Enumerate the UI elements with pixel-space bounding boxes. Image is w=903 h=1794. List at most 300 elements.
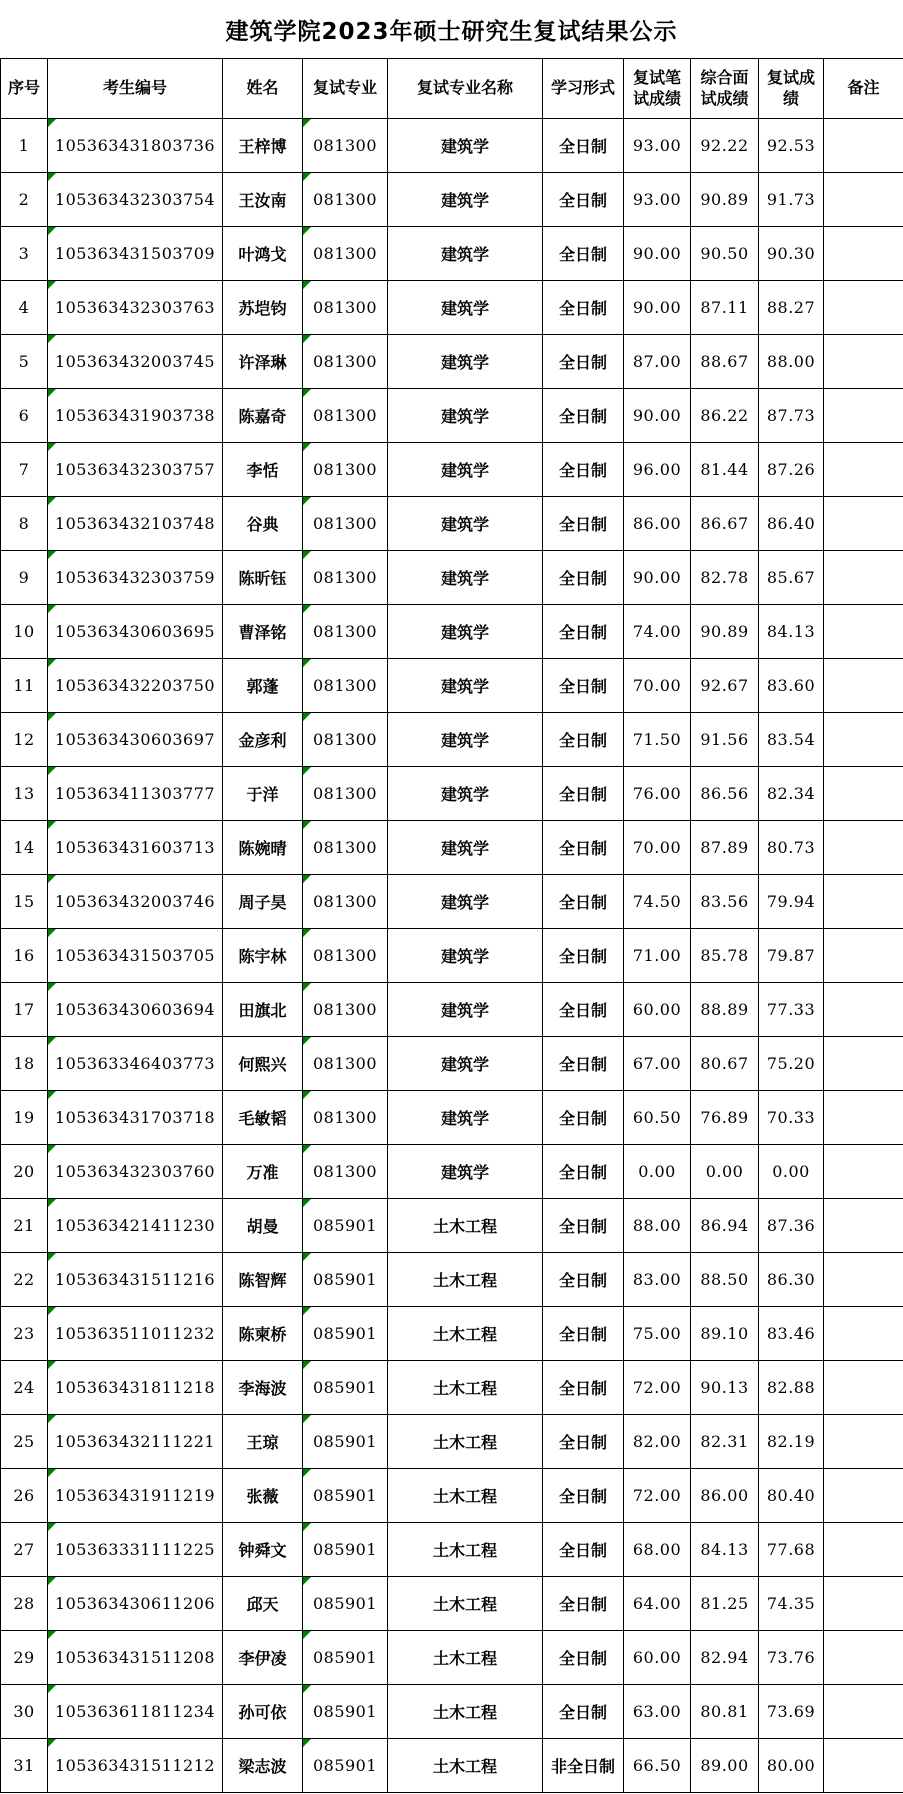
cell-remark [824,1361,903,1415]
table-row [1,497,903,551]
col-header-index: 序号 [1,59,48,119]
cell-study-mode: 全日制 [543,1199,624,1253]
cell-study-mode: 全日制 [543,1685,624,1739]
cell-written-score: 83.00 [624,1253,691,1307]
cell-remark [824,713,903,767]
cell-candidate-no: 105363421411230 [48,1199,223,1253]
cell-study-mode: 全日制 [543,551,624,605]
cell-study-mode: 全日制 [543,659,624,713]
cell-candidate-no: 105363432003746 [48,875,223,929]
cell-interview-score: 86.22 [691,389,759,443]
table-row [1,713,903,767]
cell-written-score: 75.00 [624,1307,691,1361]
cell-index: 6 [1,389,48,443]
cell-index: 19 [1,1091,48,1145]
cell-written-score: 93.00 [624,173,691,227]
cell-remark [824,1685,903,1739]
cell-candidate-no: 105363430603695 [48,605,223,659]
cell-index: 30 [1,1685,48,1739]
cell-candidate-no: 105363432303757 [48,443,223,497]
cell-interview-score: 80.67 [691,1037,759,1091]
cell-written-score: 87.00 [624,335,691,389]
cell-index: 2 [1,173,48,227]
col-header-written-score: 复试笔试成绩 [624,59,691,119]
cell-remark [824,1037,903,1091]
cell-interview-score: 91.56 [691,713,759,767]
cell-written-score: 60.00 [624,1631,691,1685]
cell-final-score: 83.54 [759,713,824,767]
cell-index: 10 [1,605,48,659]
cell-major-code: 081300 [303,1037,388,1091]
cell-remark [824,1415,903,1469]
cell-index: 15 [1,875,48,929]
cell-major-code: 081300 [303,821,388,875]
cell-interview-score: 82.78 [691,551,759,605]
col-header-candidate-no: 考生编号 [48,59,223,119]
cell-interview-score: 89.00 [691,1739,759,1793]
cell-index: 31 [1,1739,48,1793]
cell-remark [824,1253,903,1307]
cell-remark [824,1199,903,1253]
cell-major-name: 土木工程 [388,1739,543,1793]
cell-index: 21 [1,1199,48,1253]
table-row [1,1523,903,1577]
table-row [1,1037,903,1091]
cell-major-name: 土木工程 [388,1685,543,1739]
cell-interview-score: 92.67 [691,659,759,713]
cell-study-mode: 全日制 [543,605,624,659]
cell-name: 陈柬桥 [223,1307,303,1361]
cell-name: 陈婉晴 [223,821,303,875]
cell-written-score: 86.00 [624,497,691,551]
cell-major-code: 081300 [303,443,388,497]
table-row [1,173,903,227]
cell-major-name: 土木工程 [388,1361,543,1415]
cell-name: 梁志波 [223,1739,303,1793]
cell-index: 11 [1,659,48,713]
cell-final-score: 77.68 [759,1523,824,1577]
cell-major-name: 建筑学 [388,443,543,497]
cell-major-code: 085901 [303,1685,388,1739]
cell-written-score: 88.00 [624,1199,691,1253]
cell-final-score: 73.69 [759,1685,824,1739]
cell-name: 陈宇林 [223,929,303,983]
cell-written-score: 64.00 [624,1577,691,1631]
cell-name: 毛敏韬 [223,1091,303,1145]
cell-major-code: 081300 [303,389,388,443]
cell-study-mode: 全日制 [543,173,624,227]
cell-major-name: 建筑学 [388,659,543,713]
table-row [1,929,903,983]
page-title: 建筑学院2023年硕士研究生复试结果公示 [225,18,678,45]
cell-interview-score: 82.94 [691,1631,759,1685]
cell-written-score: 0.00 [624,1145,691,1199]
cell-name: 王梓博 [223,119,303,173]
cell-remark [824,551,903,605]
table-row [1,1577,903,1631]
cell-final-score: 86.30 [759,1253,824,1307]
table-row [1,767,903,821]
cell-major-code: 081300 [303,173,388,227]
cell-final-score: 86.40 [759,497,824,551]
table-row [1,1253,903,1307]
cell-name: 许泽琳 [223,335,303,389]
cell-interview-score: 92.22 [691,119,759,173]
cell-candidate-no: 105363331111225 [48,1523,223,1577]
cell-index: 27 [1,1523,48,1577]
table-row [1,659,903,713]
cell-written-score: 90.00 [624,551,691,605]
cell-name: 陈昕钰 [223,551,303,605]
table-row [1,551,903,605]
cell-candidate-no: 105363431803736 [48,119,223,173]
cell-index: 23 [1,1307,48,1361]
cell-final-score: 0.00 [759,1145,824,1199]
cell-study-mode: 全日制 [543,875,624,929]
cell-major-name: 建筑学 [388,713,543,767]
cell-name: 张薇 [223,1469,303,1523]
cell-index: 29 [1,1631,48,1685]
cell-study-mode: 全日制 [543,443,624,497]
cell-interview-score: 81.44 [691,443,759,497]
table-row [1,983,903,1037]
cell-major-name: 建筑学 [388,227,543,281]
cell-interview-score: 88.50 [691,1253,759,1307]
cell-study-mode: 全日制 [543,497,624,551]
cell-major-code: 081300 [303,1145,388,1199]
cell-index: 28 [1,1577,48,1631]
cell-remark [824,1469,903,1523]
cell-major-name: 土木工程 [388,1253,543,1307]
cell-name: 陈嘉奇 [223,389,303,443]
cell-final-score: 88.00 [759,335,824,389]
cell-interview-score: 86.67 [691,497,759,551]
cell-remark [824,1739,903,1793]
cell-study-mode: 全日制 [543,1037,624,1091]
cell-major-code: 081300 [303,659,388,713]
cell-final-score: 73.76 [759,1631,824,1685]
cell-study-mode: 全日制 [543,335,624,389]
cell-index: 9 [1,551,48,605]
cell-major-code: 081300 [303,605,388,659]
cell-major-name: 建筑学 [388,1145,543,1199]
cell-written-score: 93.00 [624,119,691,173]
cell-name: 万准 [223,1145,303,1199]
cell-interview-score: 83.56 [691,875,759,929]
table-row [1,821,903,875]
cell-major-name: 建筑学 [388,767,543,821]
cell-index: 4 [1,281,48,335]
cell-candidate-no: 105363611811234 [48,1685,223,1739]
cell-name: 胡曼 [223,1199,303,1253]
cell-written-score: 90.00 [624,227,691,281]
cell-index: 18 [1,1037,48,1091]
cell-candidate-no: 105363432003745 [48,335,223,389]
cell-final-score: 87.73 [759,389,824,443]
cell-interview-score: 90.89 [691,173,759,227]
cell-written-score: 76.00 [624,767,691,821]
cell-interview-score: 90.13 [691,1361,759,1415]
cell-interview-score: 80.81 [691,1685,759,1739]
cell-candidate-no: 105363431511216 [48,1253,223,1307]
cell-name: 谷典 [223,497,303,551]
cell-study-mode: 全日制 [543,227,624,281]
cell-written-score: 74.00 [624,605,691,659]
header-row [1,59,903,119]
cell-name: 陈智辉 [223,1253,303,1307]
cell-candidate-no: 105363431911219 [48,1469,223,1523]
cell-study-mode: 全日制 [543,821,624,875]
cell-major-code: 085901 [303,1739,388,1793]
cell-written-score: 63.00 [624,1685,691,1739]
cell-study-mode: 全日制 [543,929,624,983]
cell-name: 曹泽铭 [223,605,303,659]
cell-remark [824,821,903,875]
cell-major-code: 085901 [303,1469,388,1523]
cell-remark [824,983,903,1037]
cell-interview-score: 86.00 [691,1469,759,1523]
cell-study-mode: 全日制 [543,983,624,1037]
cell-remark [824,443,903,497]
cell-interview-score: 0.00 [691,1145,759,1199]
cell-interview-score: 82.31 [691,1415,759,1469]
cell-study-mode: 全日制 [543,1415,624,1469]
cell-major-name: 建筑学 [388,119,543,173]
cell-name: 于洋 [223,767,303,821]
cell-major-name: 建筑学 [388,281,543,335]
cell-final-score: 82.19 [759,1415,824,1469]
cell-candidate-no: 105363411303777 [48,767,223,821]
cell-interview-score: 90.50 [691,227,759,281]
cell-study-mode: 全日制 [543,119,624,173]
cell-name: 苏垲钧 [223,281,303,335]
cell-name: 何熙兴 [223,1037,303,1091]
cell-major-code: 081300 [303,119,388,173]
cell-candidate-no: 105363432303754 [48,173,223,227]
cell-candidate-no: 105363431511212 [48,1739,223,1793]
cell-index: 14 [1,821,48,875]
cell-study-mode: 全日制 [543,1631,624,1685]
cell-final-score: 85.67 [759,551,824,605]
cell-index: 22 [1,1253,48,1307]
cell-major-name: 土木工程 [388,1577,543,1631]
cell-study-mode: 全日制 [543,1145,624,1199]
table-row [1,443,903,497]
cell-written-score: 82.00 [624,1415,691,1469]
cell-study-mode: 全日制 [543,1361,624,1415]
cell-remark [824,1631,903,1685]
cell-study-mode: 全日制 [543,767,624,821]
cell-interview-score: 89.10 [691,1307,759,1361]
cell-written-score: 66.50 [624,1739,691,1793]
cell-written-score: 72.00 [624,1361,691,1415]
cell-candidate-no: 105363431603713 [48,821,223,875]
cell-major-code: 085901 [303,1361,388,1415]
cell-major-code: 081300 [303,281,388,335]
table-row [1,281,903,335]
cell-major-name: 土木工程 [388,1523,543,1577]
table-row [1,389,903,443]
cell-major-name: 土木工程 [388,1469,543,1523]
cell-candidate-no: 105363430603694 [48,983,223,1037]
cell-index: 25 [1,1415,48,1469]
cell-study-mode: 全日制 [543,713,624,767]
cell-final-score: 90.30 [759,227,824,281]
cell-major-code: 081300 [303,713,388,767]
cell-study-mode: 全日制 [543,1307,624,1361]
cell-candidate-no: 105363432203750 [48,659,223,713]
table-row [1,335,903,389]
cell-index: 5 [1,335,48,389]
cell-written-score: 72.00 [624,1469,691,1523]
cell-index: 1 [1,119,48,173]
cell-written-score: 96.00 [624,443,691,497]
cell-final-score: 92.53 [759,119,824,173]
cell-major-name: 建筑学 [388,605,543,659]
cell-remark [824,497,903,551]
cell-remark [824,389,903,443]
cell-remark [824,335,903,389]
cell-name: 郭蓬 [223,659,303,713]
cell-interview-score: 76.89 [691,1091,759,1145]
col-header-remark: 备注 [824,59,903,119]
table-row [1,1145,903,1199]
cell-index: 26 [1,1469,48,1523]
cell-major-code: 081300 [303,551,388,605]
cell-major-code: 081300 [303,335,388,389]
cell-major-code: 081300 [303,929,388,983]
cell-final-score: 79.87 [759,929,824,983]
cell-index: 8 [1,497,48,551]
cell-study-mode: 全日制 [543,1469,624,1523]
cell-candidate-no: 105363431511208 [48,1631,223,1685]
table-row [1,119,903,173]
cell-major-name: 土木工程 [388,1199,543,1253]
cell-remark [824,605,903,659]
cell-candidate-no: 105363432303763 [48,281,223,335]
col-header-major-code: 复试专业 [303,59,388,119]
cell-final-score: 82.34 [759,767,824,821]
cell-interview-score: 84.13 [691,1523,759,1577]
cell-interview-score: 81.25 [691,1577,759,1631]
cell-study-mode: 全日制 [543,1091,624,1145]
cell-study-mode: 全日制 [543,389,624,443]
cell-major-name: 建筑学 [388,1037,543,1091]
cell-major-name: 土木工程 [388,1307,543,1361]
cell-written-score: 90.00 [624,281,691,335]
cell-index: 3 [1,227,48,281]
cell-remark [824,1091,903,1145]
cell-written-score: 74.50 [624,875,691,929]
cell-final-score: 88.27 [759,281,824,335]
cell-major-code: 081300 [303,875,388,929]
cell-name: 叶鸿戈 [223,227,303,281]
cell-candidate-no: 105363431811218 [48,1361,223,1415]
cell-final-score: 91.73 [759,173,824,227]
cell-major-code: 081300 [303,227,388,281]
cell-candidate-no: 105363430603697 [48,713,223,767]
table-row [1,875,903,929]
cell-final-score: 83.60 [759,659,824,713]
cell-interview-score: 87.11 [691,281,759,335]
cell-major-code: 081300 [303,1091,388,1145]
cell-interview-score: 90.89 [691,605,759,659]
cell-major-name: 建筑学 [388,389,543,443]
cell-candidate-no: 105363431503705 [48,929,223,983]
cell-index: 13 [1,767,48,821]
cell-major-code: 085901 [303,1631,388,1685]
cell-major-code: 085901 [303,1415,388,1469]
cell-remark [824,1523,903,1577]
cell-major-code: 085901 [303,1307,388,1361]
cell-index: 24 [1,1361,48,1415]
cell-index: 17 [1,983,48,1037]
cell-candidate-no: 105363432111221 [48,1415,223,1469]
cell-candidate-no: 105363432303759 [48,551,223,605]
cell-candidate-no: 105363346403773 [48,1037,223,1091]
cell-final-score: 83.46 [759,1307,824,1361]
cell-study-mode: 全日制 [543,1577,624,1631]
cell-remark [824,119,903,173]
cell-major-name: 建筑学 [388,335,543,389]
cell-remark [824,1307,903,1361]
cell-name: 李海波 [223,1361,303,1415]
cell-name: 田旗北 [223,983,303,1037]
col-header-name: 姓名 [223,59,303,119]
cell-final-score: 79.94 [759,875,824,929]
cell-written-score: 71.50 [624,713,691,767]
cell-study-mode: 非全日制 [543,1739,624,1793]
cell-final-score: 74.35 [759,1577,824,1631]
table-row [1,1361,903,1415]
cell-candidate-no: 105363432303760 [48,1145,223,1199]
cell-major-code: 081300 [303,497,388,551]
cell-interview-score: 86.56 [691,767,759,821]
table-row [1,1469,903,1523]
cell-written-score: 70.00 [624,821,691,875]
cell-remark [824,929,903,983]
cell-final-score: 80.40 [759,1469,824,1523]
cell-written-score: 70.00 [624,659,691,713]
cell-major-name: 建筑学 [388,983,543,1037]
cell-final-score: 75.20 [759,1037,824,1091]
cell-final-score: 80.00 [759,1739,824,1793]
table-row [1,1631,903,1685]
cell-name: 王汝南 [223,173,303,227]
results-table [0,58,903,1793]
table-row [1,1307,903,1361]
cell-index: 7 [1,443,48,497]
table-row [1,605,903,659]
table-row [1,1415,903,1469]
cell-major-name: 建筑学 [388,1091,543,1145]
cell-written-score: 90.00 [624,389,691,443]
cell-final-score: 70.33 [759,1091,824,1145]
cell-final-score: 80.73 [759,821,824,875]
cell-name: 周子昊 [223,875,303,929]
cell-remark [824,1577,903,1631]
cell-final-score: 84.13 [759,605,824,659]
cell-name: 钟舜文 [223,1523,303,1577]
col-header-final-score: 复试成绩 [759,59,824,119]
cell-major-name: 土木工程 [388,1631,543,1685]
cell-major-code: 085901 [303,1523,388,1577]
cell-remark [824,659,903,713]
cell-major-code: 081300 [303,767,388,821]
cell-major-name: 建筑学 [388,551,543,605]
cell-candidate-no: 105363430611206 [48,1577,223,1631]
cell-final-score: 87.26 [759,443,824,497]
